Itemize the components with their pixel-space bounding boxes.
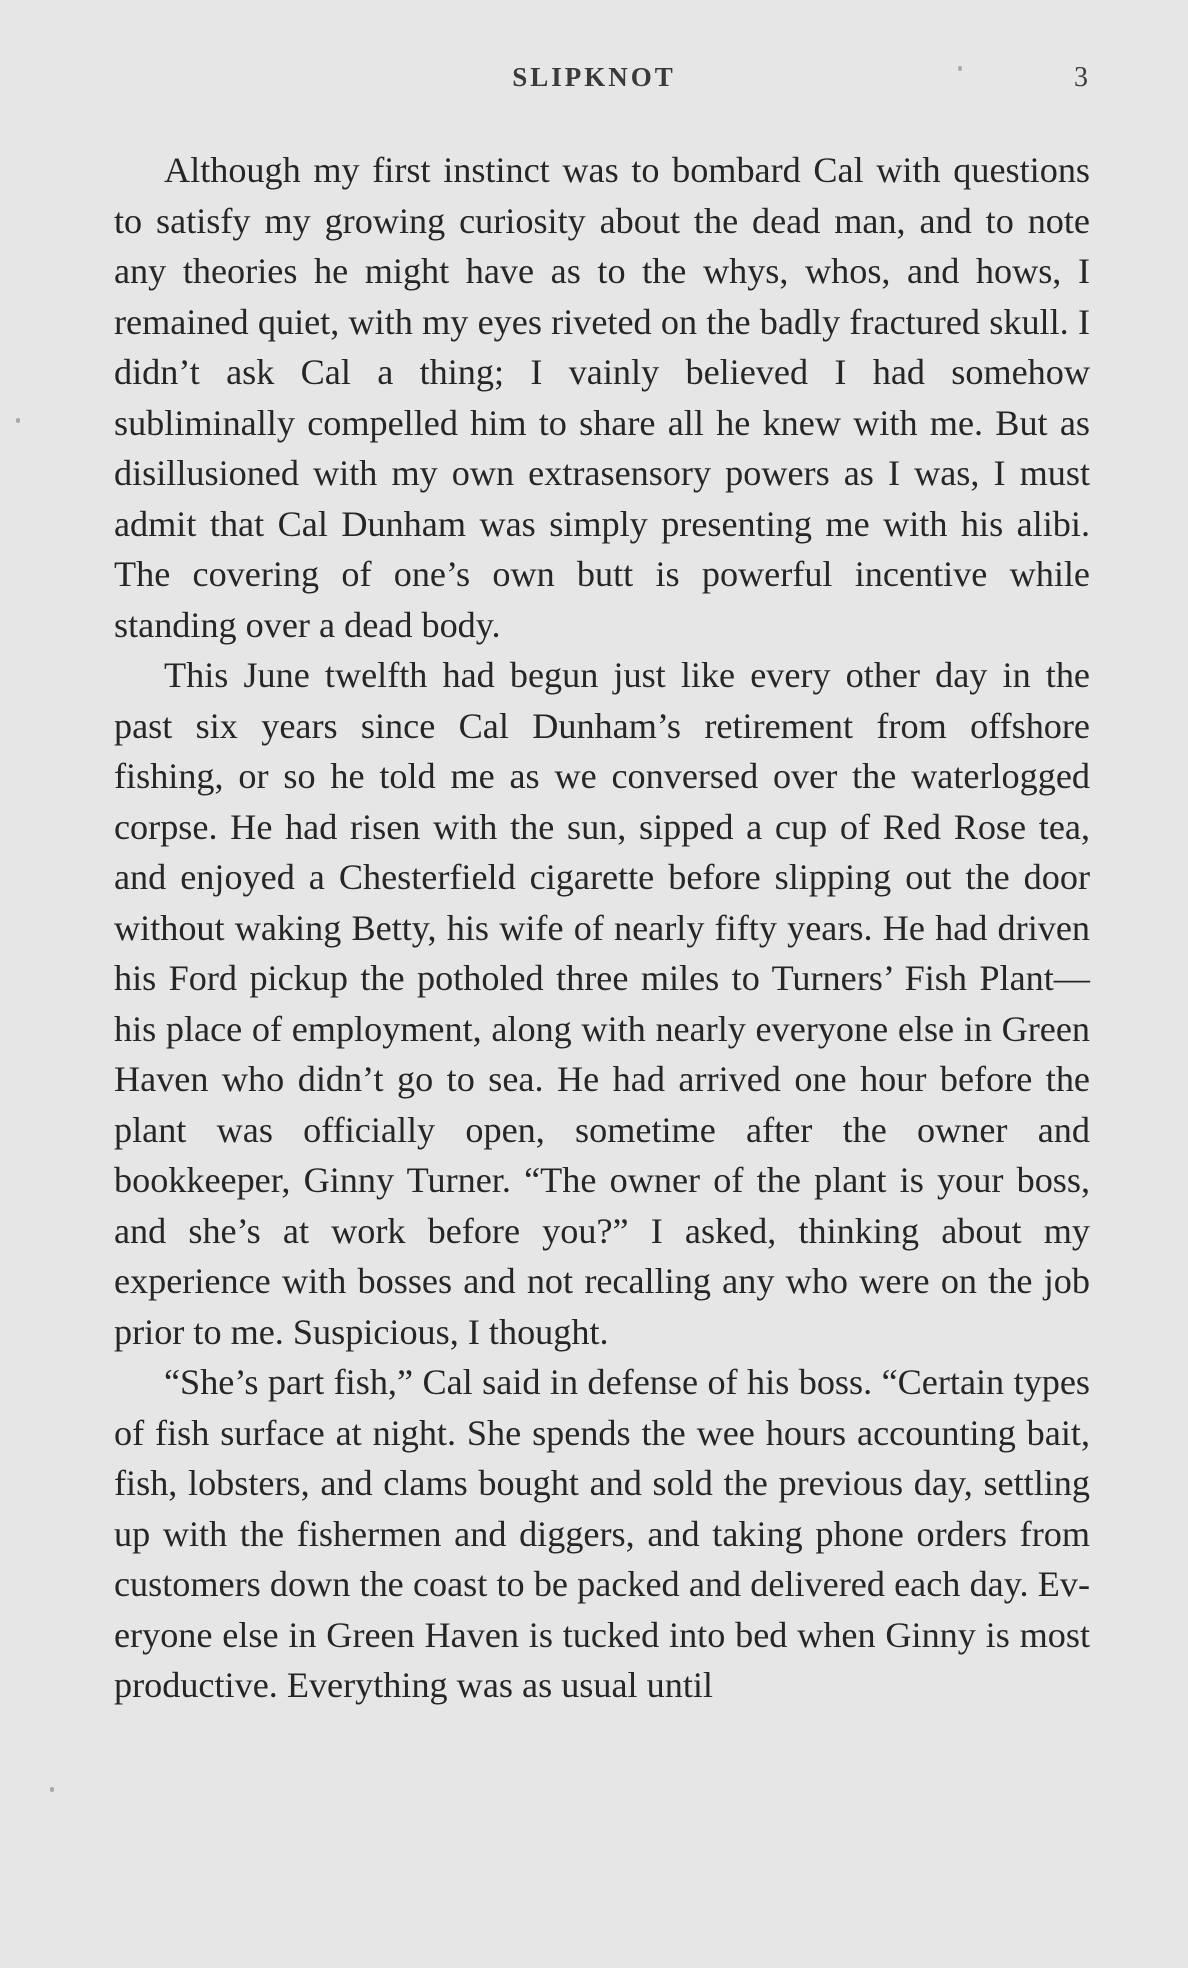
scan-speck	[958, 66, 962, 71]
scan-speck	[50, 1787, 54, 1792]
paragraph-3: “She’s part fish,” Cal said in defense of his boss. “Certain types of fish surface at night. She spends the wee hours accounting bait, fish, lobsters, and clams bought and sold the previous day, settling up with the fishermen and diggers, and taking phone orders from customers down the coast to be packed and delivered each day. Everyone else in Green Haven is tucked into bed when Ginny is most productive. Everything was as usual until	[114, 1362, 1090, 1705]
paragraph-2: This June twelfth had begun just like every other day in the past six years since Cal Dunham’s retirement from offshore fishing, or so he told me as we conversed over the waterlogged corpse. He had risen with the sun, sipped a cup of Red Rose tea, and enjoyed a Chesterfield cigarette before slipping out the door without waking Betty, his wife of nearly fifty years. He had driven his Ford pickup the potholed three miles to Turners’ Fish Plant—his place of employment, along with nearly everyone else in Green Haven who didn’t go to sea. He had arrived one hour before the plant was officially open, sometime after the owner and bookkeeper, Ginny Turner. “The owner of the plant is your boss, and she’s at work before you?” I asked, thinking about my experience with bosses and not recalling any who were on the job prior to me. Suspicious, I thought.	[114, 655, 1090, 1352]
paragraph-1: Although my first instinct was to bombard Cal with questions to satisfy my growing curiosity about the dead man, and to note any theories he might have as to the whys, whos, and hows, I remained quiet, with my eyes riveted on the badly fractured skull. I didn’t ask Cal a thing; I vainly believed I had somehow subliminally compelled him to share all he knew with me. But as disillusioned with my own extrasensory powers as I was, I must admit that Cal Dunham was simply presenting me with his alibi. The covering of one’s own butt is powerful incentive while standing over a dead body.	[114, 150, 1090, 645]
body-text	[114, 145, 1090, 1711]
running-title: SLIPKNOT	[512, 62, 676, 92]
page-number: 3	[1074, 62, 1088, 93]
page-header	[0, 62, 1188, 102]
scan-speck	[16, 418, 20, 423]
